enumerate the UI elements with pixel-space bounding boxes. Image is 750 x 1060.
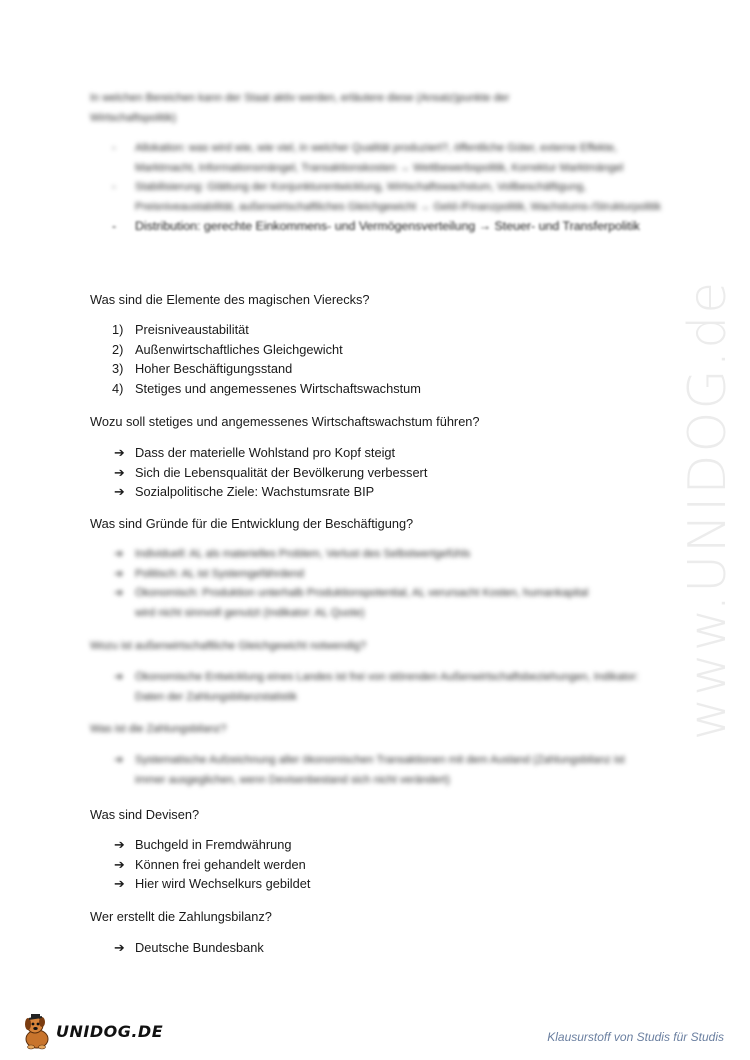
list-item [112, 320, 421, 340]
item-text: Systematische Aufzeichnung aller ökonomischen Transaktionen mit dem Ausland (Zahlungsbilanz ist immer ausgeglichen, wenn Devisenbestand sich nicht verändert) [135, 754, 625, 786]
question-magic-square: Was sind die Elemente des magischen Vierecks? [90, 292, 370, 307]
list-item [112, 359, 421, 379]
arrow-icon: ➔ [114, 754, 124, 766]
item-text: Preisniveaustabilität [135, 322, 249, 337]
arrow-list-balance-of-payments [114, 751, 654, 790]
list-item [114, 751, 625, 790]
item-text: Können frei gehandelt werden [135, 856, 306, 872]
list-item [114, 668, 655, 707]
list-item [112, 217, 672, 237]
list-item [114, 565, 654, 585]
list-item [112, 139, 672, 178]
item-text: Außenwirtschaftliches Gleichgewicht [135, 341, 343, 357]
question-state-areas: In welchen Bereichen kann der Staat aktiv werden, erläutere diese (Ansatz)punkte der Wirtschaftspolitik) [90, 92, 510, 124]
dash-marker: - [112, 219, 117, 234]
numbered-list-magic-square [112, 320, 421, 399]
list-item [114, 938, 264, 958]
question-growth-purpose: Wozu soll stetiges und angemessenes Wirtschaftswachstum führen? [90, 414, 480, 429]
item-text: Ökonomische Entwicklung eines Landes ist frei von störenden Außenwirtschaftsbeziehungen, Indikator: Daten der Zahlungsbilanzstatistik [135, 671, 639, 703]
list-item [112, 379, 421, 399]
item-text: Deutsche Bundesbank [135, 940, 264, 955]
dash-marker: - [112, 181, 116, 194]
unidog-logo[interactable] [22, 1012, 163, 1050]
list-item [114, 482, 427, 502]
question-foreign-currency: Was sind Devisen? [90, 807, 200, 822]
arrow-icon: ➔ [114, 587, 124, 599]
question-who-compiles: Wer erstellt die Zahlungsbilanz? [90, 909, 272, 924]
footer-tagline: Klausurstoff von Studis für Studis [547, 1030, 724, 1044]
arrow-icon: ➔ [114, 876, 125, 892]
item-text: Politisch: AL ist Systemgefährdend [135, 567, 304, 580]
list-item [114, 874, 310, 894]
item-text: Individuell: AL als materielles Problem, Verlust des Selbstwertgefühls [135, 548, 471, 560]
logo-text: UNIDOG.DE [56, 1021, 164, 1041]
item-text: Stetiges und angemessenes Wirtschaftswachstum [135, 381, 421, 397]
item-text: Distribution: gerechte Einkommens- und Vermögensverteilung → Steuer- und Transferpolitik [135, 219, 640, 234]
item-text: Ökonomisch: Produktion unterhalb Produktionspotential, AL verursacht Kosten, humankapital wird nicht sinnvoll genutzt (Indikator: AL Quote) [135, 587, 589, 619]
arrow-list-who-compiles [114, 938, 264, 958]
list-item [114, 443, 427, 463]
list-item [114, 855, 310, 875]
item-text: Sich die Lebensqualität der Bevölkerung verbessert [135, 464, 428, 480]
list-item [114, 545, 654, 565]
question-balance-of-payments: Was ist die Zahlungsbilanz? [90, 723, 227, 735]
item-text: Stabilisierung: Glättung der Konjunkturentwicklung, Wirtschaftswachstum, Vollbeschäftigung, Preisniveaustabilität, außenwirtschaftliches Gleichgewicht → Geld-/Finanzpolitik, Wachstums-/Strukturpolitik [135, 181, 661, 213]
number-marker: 1) [112, 322, 124, 337]
item-text: Buchgeld in Fremdwährung [135, 837, 292, 852]
list-item [114, 584, 605, 623]
number-marker: 3) [112, 361, 124, 377]
arrow-list-external-balance [114, 668, 654, 707]
list-item [114, 463, 427, 483]
number-marker: 4) [112, 381, 124, 397]
item-text: Sozialpolitische Ziele: Wachstumsrate BIP [135, 484, 375, 500]
arrow-list-foreign-currency [114, 835, 310, 894]
arrow-icon: ➔ [114, 837, 125, 852]
question-employment-reasons: Was sind Gründe für die Entwicklung der Beschäftigung? [90, 516, 414, 531]
item-text: Dass der materielle Wohlstand pro Kopf steigt [135, 445, 396, 460]
dog-mascot-icon [22, 1012, 52, 1050]
item-text: Hoher Beschäftigungsstand [135, 361, 293, 377]
dash-marker: - [112, 142, 116, 154]
list-item [112, 340, 421, 360]
watermark: www.UNIDOG.de [678, 279, 738, 741]
list-item [114, 835, 310, 855]
number-marker: 2) [112, 341, 124, 357]
arrow-icon: ➔ [114, 671, 124, 683]
arrow-icon: ➔ [114, 567, 124, 580]
item-text: Allokation: was wird wie, wie viel, in welcher Qualität produziert?, öffentliche Güter, externe Effekte, Marktmacht, Informationsmängel, Transaktionskosten → Wettbewerbspolitik, Korrektur Marktmängel [135, 142, 624, 174]
arrow-list-employment-reasons [114, 545, 654, 623]
arrow-icon: ➔ [114, 856, 125, 872]
arrow-list-growth-purpose [114, 443, 427, 502]
list-item [112, 178, 672, 217]
dash-list-state-areas [112, 139, 672, 237]
arrow-icon: ➔ [114, 484, 125, 500]
item-text: Hier wird Wechselkurs gebildet [135, 876, 311, 892]
arrow-icon: ➔ [114, 445, 125, 460]
arrow-icon: ➔ [114, 940, 125, 955]
arrow-icon: ➔ [114, 464, 125, 480]
question-external-balance: Wozu ist außenwirtschaftliche Gleichgewicht notwendig? [90, 640, 367, 652]
arrow-icon: ➔ [114, 548, 124, 560]
